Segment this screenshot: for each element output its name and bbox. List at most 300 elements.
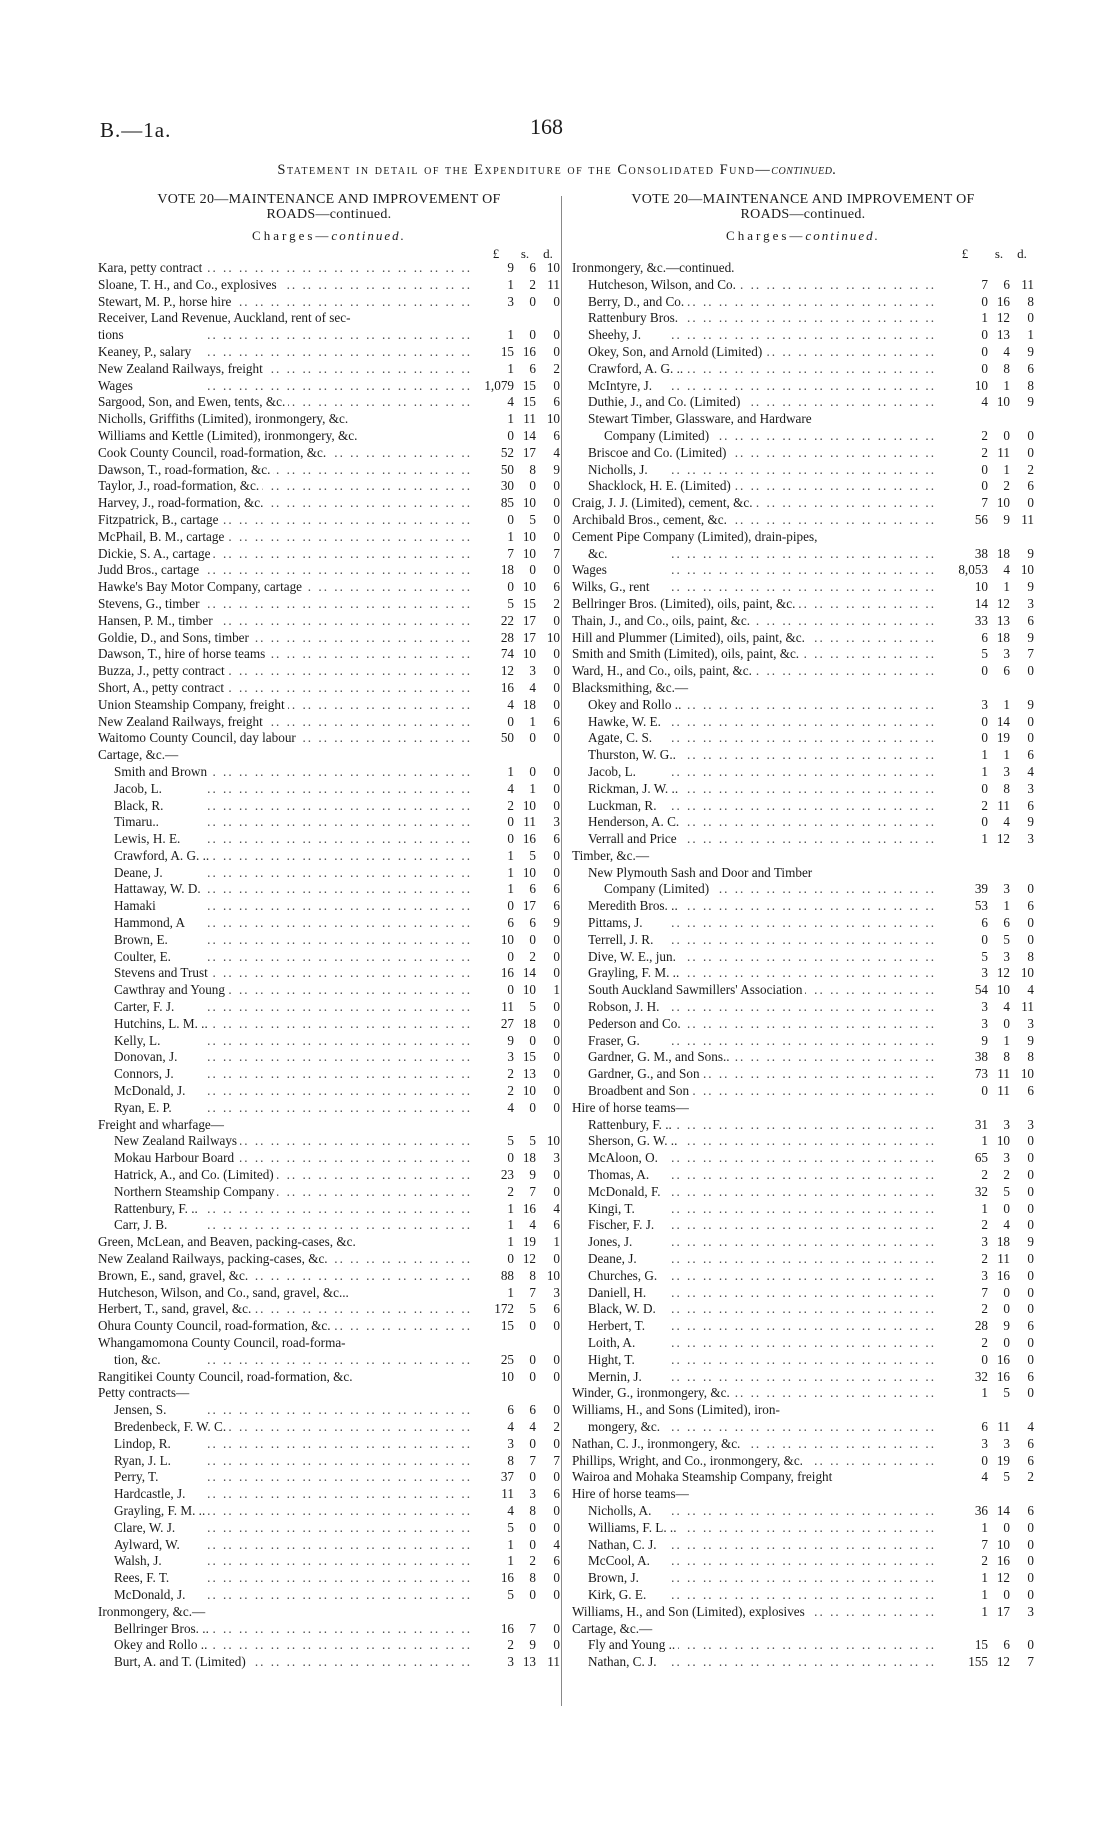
expenditure-row <box>98 613 560 630</box>
expenditure-row <box>98 1133 560 1150</box>
shillings-cell: 14 <box>522 427 536 443</box>
pence-cell <box>1010 865 1034 882</box>
expenditure-row <box>98 1402 560 1419</box>
payee-cell <box>572 697 942 714</box>
payee-label: Craig, J. J. (Limited), cement, &c. <box>572 495 756 510</box>
payee-label: Churches, G. <box>588 1268 660 1283</box>
payee-cell <box>98 1150 478 1167</box>
pounds-cell: 2 <box>981 1251 988 1267</box>
payee-label: Judd Bros., cartage <box>98 562 202 577</box>
pence-cell: 2 <box>1027 1469 1034 1485</box>
payee-cell <box>98 294 478 311</box>
pounds-cell: 1 <box>507 847 514 863</box>
expenditure-row <box>98 1201 560 1218</box>
pounds-cell <box>478 1604 514 1621</box>
expenditure-row <box>98 394 560 411</box>
expenditure-row <box>98 277 560 294</box>
payee-label: Black, R. <box>114 798 166 813</box>
pounds-cell: 0 <box>507 713 514 729</box>
pounds-cell: 10 <box>500 1368 514 1384</box>
shillings-cell <box>514 1385 536 1402</box>
payee-label: Company (Limited) <box>604 428 712 443</box>
pence-cell: 6 <box>553 831 560 847</box>
payee-cell <box>572 831 942 848</box>
payee-cell <box>572 1637 942 1654</box>
expenditure-row <box>572 1285 1034 1302</box>
payee-label: Sherson, G. W. .. <box>588 1133 680 1148</box>
shillings-cell: 2 <box>1003 1167 1010 1183</box>
pounds-cell: 3 <box>507 293 514 309</box>
payee-label: Jacob, L. <box>588 764 639 779</box>
pence-cell: 0 <box>1027 1351 1034 1367</box>
payee-cell <box>572 1285 942 1302</box>
payee-cell <box>98 1537 478 1554</box>
expenditure-row <box>572 848 1034 865</box>
payee-cell <box>572 478 942 495</box>
pence-cell: 3 <box>1027 595 1034 611</box>
pence-cell: 0 <box>1027 1570 1034 1586</box>
pence-cell: 9 <box>1027 696 1034 712</box>
pounds-cell: 1 <box>507 327 514 343</box>
payee-cell <box>572 730 942 747</box>
payee-label: Broadbent and Son <box>588 1083 692 1098</box>
pence-cell: 0 <box>1027 931 1034 947</box>
payee-cell <box>98 1285 478 1302</box>
pence-cell: 10 <box>546 411 560 427</box>
pounds-cell: 7 <box>981 1536 988 1552</box>
statement-title-main: Statement in detail of the Expenditure of the Consolidated Fund— <box>277 162 772 178</box>
shillings-cell: 16 <box>996 293 1010 309</box>
pounds-cell: 1 <box>981 763 988 779</box>
expenditure-row <box>98 1637 560 1654</box>
payee-label: Gardner, G., and Son <box>588 1066 703 1081</box>
pounds-cell: 7 <box>981 276 988 292</box>
pence-cell: 6 <box>1027 360 1034 376</box>
expenditure-row <box>572 1016 1034 1033</box>
pence-cell: 0 <box>1027 1217 1034 1233</box>
right-vote-heading <box>572 192 1034 222</box>
expenditure-row <box>98 1066 560 1083</box>
shillings-cell: 3 <box>1003 1116 1010 1132</box>
payee-label: Agate, C. S. <box>588 730 655 745</box>
expenditure-row <box>98 999 560 1016</box>
expenditure-row <box>98 428 560 445</box>
expenditure-row <box>572 1436 1034 1453</box>
payee-cell <box>572 1654 942 1671</box>
pounds-cell: 2 <box>507 1066 514 1082</box>
shillings-cell: 18 <box>996 545 1010 561</box>
payee-label: Hawke's Bay Motor Company, cartage <box>98 579 305 594</box>
payee-cell <box>98 596 478 613</box>
pence-cell: 8 <box>1027 948 1034 964</box>
pence-cell: 6 <box>553 898 560 914</box>
payee-label: Grayling, F. M. .. <box>588 965 682 980</box>
expenditure-row <box>98 646 560 663</box>
pounds-cell: 1 <box>507 411 514 427</box>
shillings-cell: 9 <box>1003 1318 1010 1334</box>
expenditure-row <box>98 1537 560 1554</box>
pounds-cell: 7 <box>981 495 988 511</box>
pounds-cell: 0 <box>981 478 988 494</box>
payee-label: New Plymouth Sash and Door and Timber <box>588 865 815 880</box>
payee-label: Timaru.. <box>114 814 162 829</box>
payee-cell <box>98 394 478 411</box>
right-charges-continued: continued. <box>805 228 880 243</box>
payee-cell <box>98 1100 478 1117</box>
shillings-cell: 11 <box>523 411 536 427</box>
pence-cell: 6 <box>553 579 560 595</box>
shillings-cell: 18 <box>522 1015 536 1031</box>
pounds-cell <box>942 260 988 277</box>
expenditure-row <box>572 495 1034 512</box>
payee-cell <box>572 613 942 630</box>
payee-cell <box>572 680 942 697</box>
expenditure-row <box>98 1369 560 1386</box>
payee-cell <box>572 361 942 378</box>
payee-label: Stevens and Trust <box>114 965 211 980</box>
payee-cell <box>572 881 942 898</box>
payee-cell <box>98 1033 478 1050</box>
expenditure-row <box>572 1469 1034 1486</box>
payee-cell <box>572 1436 942 1453</box>
pence-cell: 0 <box>553 1083 560 1099</box>
pounds-cell: 38 <box>974 1049 988 1065</box>
payee-label: Hatrick, A., and Co. (Limited) <box>114 1167 277 1182</box>
pence-cell: 0 <box>553 696 560 712</box>
shillings-cell: 0 <box>529 1519 536 1535</box>
payee-cell <box>98 361 478 378</box>
expenditure-row <box>572 1217 1034 1234</box>
expenditure-row <box>572 798 1034 815</box>
pence-cell: 6 <box>553 1217 560 1233</box>
pounds-cell: 16 <box>500 1570 514 1586</box>
pounds-cell: 3 <box>981 1435 988 1451</box>
pence-cell: 6 <box>1027 1502 1034 1518</box>
shillings-cell: 3 <box>529 1486 536 1502</box>
pounds-cell: 4 <box>981 394 988 410</box>
payee-cell <box>572 1016 942 1033</box>
payee-cell <box>572 999 942 1016</box>
payee-cell <box>572 814 942 831</box>
shillings-cell: 15 <box>522 1049 536 1065</box>
shillings-cell: 17 <box>522 612 536 628</box>
shillings-cell: 8 <box>1003 360 1010 376</box>
payee-cell <box>98 1453 478 1470</box>
pence-cell: 8 <box>1027 1049 1034 1065</box>
pence-cell: 0 <box>1027 1267 1034 1283</box>
payee-label: McIntyre, J. <box>588 378 655 393</box>
shillings-cell: 0 <box>529 1586 536 1602</box>
payee-cell <box>98 445 478 462</box>
pence-cell: 10 <box>546 629 560 645</box>
payee-label: McPhail, B. M., cartage <box>98 529 227 544</box>
payee-cell <box>98 428 478 445</box>
pounds-cell: 22 <box>500 612 514 628</box>
expenditure-row <box>98 579 560 596</box>
pence-cell: 0 <box>553 1099 560 1115</box>
shillings-cell: 0 <box>1003 1301 1010 1317</box>
expenditure-row <box>572 965 1034 982</box>
payee-cell <box>572 260 942 277</box>
expenditure-row <box>572 764 1034 781</box>
pence-cell: 0 <box>1027 1385 1034 1401</box>
right-money-header <box>572 246 1034 260</box>
payee-cell <box>98 1049 478 1066</box>
pounds-cell: 50 <box>500 461 514 477</box>
payee-label: Cartage, &c.— <box>572 1621 655 1636</box>
shillings-cell: 0 <box>529 1099 536 1115</box>
payee-label: Harvey, J., road-formation, &c. <box>98 495 266 510</box>
payee-label: Meredith Bros. .. <box>588 898 681 913</box>
pounds-cell: 1 <box>507 276 514 292</box>
pence-cell: 4 <box>1027 982 1034 998</box>
pounds-cell: 6 <box>507 1402 514 1418</box>
pounds-cell: 1 <box>981 831 988 847</box>
pounds-cell: 1 <box>507 1234 514 1250</box>
payee-label: Hammond, A <box>114 915 188 930</box>
pounds-cell <box>478 1385 514 1402</box>
pounds-cell: 1 <box>981 1519 988 1535</box>
expenditure-row <box>572 1301 1034 1318</box>
right-vote-line2: ROADS—continued. <box>740 207 866 222</box>
pence-cell: 0 <box>1027 1586 1034 1602</box>
pounds-cell: 4 <box>507 1418 514 1434</box>
payee-label: McAloon, O. <box>588 1150 661 1165</box>
payee-cell <box>572 1369 942 1386</box>
pounds-cell: 9 <box>507 260 514 275</box>
expenditure-row <box>572 344 1034 361</box>
payee-cell <box>98 865 478 882</box>
payee-label: Aylward, W. <box>114 1537 183 1552</box>
pence-cell: 9 <box>1027 1032 1034 1048</box>
pounds-cell: 0 <box>507 579 514 595</box>
payee-cell <box>572 1402 942 1419</box>
expenditure-row <box>98 1083 560 1100</box>
payee-label: Smith and Brown <box>114 764 210 779</box>
shillings-cell: 16 <box>522 1200 536 1216</box>
payee-cell <box>98 730 478 747</box>
expenditure-row <box>98 495 560 512</box>
payee-label: Hutcheson, Wilson, and Co., sand, gravel, &c... <box>98 1285 352 1300</box>
payee-cell <box>572 1066 942 1083</box>
payee-label: Smith and Smith (Limited), oils, paint, &c. <box>572 646 802 661</box>
expenditure-row <box>98 1234 560 1251</box>
shillings-cell <box>988 1402 1010 1419</box>
expenditure-row <box>98 1167 560 1184</box>
pence-cell: 11 <box>1021 511 1034 527</box>
shillings-cell: 7 <box>529 1452 536 1468</box>
expenditure-row <box>98 865 560 882</box>
pounds-cell: 3 <box>981 965 988 981</box>
pence-cell: 6 <box>553 881 560 897</box>
expenditure-row <box>572 1553 1034 1570</box>
pounds-cell: 56 <box>974 511 988 527</box>
pence-cell: 11 <box>1021 999 1034 1015</box>
pounds-cell: 0 <box>981 780 988 796</box>
payee-cell <box>572 1133 942 1150</box>
pounds-cell: 0 <box>981 461 988 477</box>
payee-cell <box>572 915 942 932</box>
expenditure-row <box>98 982 560 999</box>
pence-cell: 0 <box>1027 1183 1034 1199</box>
payee-label: Ryan, J. L. <box>114 1453 174 1468</box>
expenditure-row <box>98 764 560 781</box>
payee-cell <box>572 646 942 663</box>
pounds-cell: 3 <box>981 1234 988 1250</box>
payee-cell <box>98 949 478 966</box>
shillings-cell: 0 <box>1003 1586 1010 1602</box>
pounds-cell: 4 <box>981 1469 988 1485</box>
pounds-header: £ <box>961 246 969 261</box>
pounds-cell: 5 <box>981 948 988 964</box>
pounds-cell: 2 <box>507 1183 514 1199</box>
shillings-cell: 14 <box>996 713 1010 729</box>
pence-cell: 7 <box>1027 1654 1034 1670</box>
payee-label: Phillips, Wright, and Co., ironmongery, &c. <box>572 1453 806 1468</box>
payee-cell <box>98 613 478 630</box>
pence-cell: 9 <box>1027 545 1034 561</box>
pence-cell: 0 <box>553 646 560 662</box>
pounds-cell: 1 <box>981 310 988 326</box>
shillings-cell: 5 <box>1003 1385 1010 1401</box>
payee-cell <box>572 1537 942 1554</box>
shillings-cell: 1 <box>529 780 536 796</box>
pence-cell: 0 <box>1027 1284 1034 1300</box>
pounds-cell: 6 <box>981 629 988 645</box>
pounds-cell: 2 <box>981 797 988 813</box>
shillings-cell: 18 <box>522 1150 536 1166</box>
expenditure-row <box>98 411 560 428</box>
payee-label: Wilks, G., rent <box>572 579 652 594</box>
payee-label: Kingi, T. <box>588 1201 638 1216</box>
pounds-cell: 1 <box>507 1200 514 1216</box>
pence-cell: 0 <box>553 1032 560 1048</box>
pounds-cell: 4 <box>507 696 514 712</box>
pounds-cell <box>942 680 988 697</box>
expenditure-row <box>98 1419 560 1436</box>
pence-cell: 0 <box>1027 1251 1034 1267</box>
payee-label: Okey and Rollo .. <box>588 697 684 712</box>
pounds-cell <box>942 865 988 882</box>
shillings-cell: 16 <box>996 1553 1010 1569</box>
expenditure-row <box>98 1318 560 1335</box>
shillings-cell: 10 <box>522 579 536 595</box>
pounds-cell: 2 <box>507 1637 514 1653</box>
payee-cell <box>572 1251 942 1268</box>
shillings-cell: 3 <box>1003 763 1010 779</box>
pounds-cell: 2 <box>981 427 988 443</box>
pence-cell: 11 <box>547 276 560 292</box>
shillings-cell: 5 <box>529 847 536 863</box>
payee-label: Rattenbury, F. .. <box>588 1117 675 1132</box>
pounds-cell: 11 <box>501 1486 514 1502</box>
shillings-cell: 8 <box>1003 1049 1010 1065</box>
expenditure-row <box>98 596 560 613</box>
pounds-cell: 14 <box>974 595 988 611</box>
expenditure-row <box>98 714 560 731</box>
payee-label: Williams and Kettle (Limited), ironmongery, &c. <box>98 428 360 443</box>
pounds-cell: 36 <box>974 1502 988 1518</box>
shillings-cell: 4 <box>1003 999 1010 1015</box>
pounds-cell: 23 <box>500 1167 514 1183</box>
pounds-cell: 39 <box>974 881 988 897</box>
payee-cell <box>98 1419 478 1436</box>
payee-label: Green, McLean, and Beaven, packing-cases, &c. <box>98 1234 359 1249</box>
pounds-cell: 0 <box>981 1452 988 1468</box>
expenditure-row <box>98 915 560 932</box>
payee-cell <box>98 781 478 798</box>
payee-cell <box>572 848 942 865</box>
shillings-cell: 13 <box>522 1066 536 1082</box>
pence-cell: 0 <box>1027 1301 1034 1317</box>
pounds-cell: 1 <box>981 1603 988 1619</box>
shillings-cell: 14 <box>522 965 536 981</box>
expenditure-row <box>98 1570 560 1587</box>
payee-label: Lindop, R. <box>114 1436 174 1451</box>
expenditure-row <box>572 1637 1034 1654</box>
pounds-cell: 0 <box>981 730 988 746</box>
payee-label: Fitzpatrick, B., cartage <box>98 512 221 527</box>
expenditure-row <box>98 529 560 546</box>
payee-label: Stewart Timber, Glassware, and Hardware <box>588 411 815 426</box>
pence-cell: 2 <box>553 360 560 376</box>
expenditure-row <box>572 932 1034 949</box>
payee-cell <box>98 344 478 361</box>
payee-cell <box>98 1570 478 1587</box>
payee-cell <box>98 327 478 344</box>
expenditure-row <box>98 1301 560 1318</box>
payee-label: Gardner, G. M., and Sons.. <box>588 1049 733 1064</box>
pounds-cell: 1 <box>981 1200 988 1216</box>
shillings-cell: 0 <box>529 1435 536 1451</box>
payee-cell <box>98 1369 478 1386</box>
payee-label: Hattaway, W. D. <box>114 881 204 896</box>
column-divider <box>561 196 562 1706</box>
right-entries <box>572 260 1034 1671</box>
payee-label: Whangamomona County Council, road-forma- <box>98 1335 349 1350</box>
shillings-cell: 13 <box>996 612 1010 628</box>
pounds-cell: 0 <box>507 511 514 527</box>
pounds-cell <box>942 529 988 546</box>
expenditure-row <box>572 277 1034 294</box>
expenditure-row <box>572 327 1034 344</box>
shillings-cell: 11 <box>997 1251 1010 1267</box>
pence-cell: 0 <box>553 1435 560 1451</box>
pence-cell <box>1010 1100 1034 1117</box>
expenditure-row <box>98 1285 560 1302</box>
payee-label: Terrell, J. R. <box>588 932 656 947</box>
payee-label: Luckman, R. <box>588 798 660 813</box>
payee-label: Jacob, L. <box>114 781 165 796</box>
payee-cell <box>572 663 942 680</box>
shillings-cell: 2 <box>529 1553 536 1569</box>
payee-cell <box>572 949 942 966</box>
pence-cell: 0 <box>1027 1637 1034 1653</box>
payee-cell <box>572 1100 942 1117</box>
payee-label: Receiver, Land Revenue, Auckland, rent of sec- <box>98 310 354 325</box>
pence-cell: 3 <box>1027 1603 1034 1619</box>
payee-label: Henderson, A. C. <box>588 814 682 829</box>
shillings-cell: 12 <box>996 310 1010 326</box>
payee-cell <box>98 1587 478 1604</box>
payee-cell <box>98 680 478 697</box>
payee-label: Dickie, S. A., cartage <box>98 546 213 561</box>
payee-label: Hutcheson, Wilson, and Co. <box>588 277 739 292</box>
pence-header: d. <box>1017 246 1027 261</box>
shillings-cell: 2 <box>529 948 536 964</box>
expenditure-row <box>572 1335 1034 1352</box>
payee-cell <box>572 1453 942 1470</box>
